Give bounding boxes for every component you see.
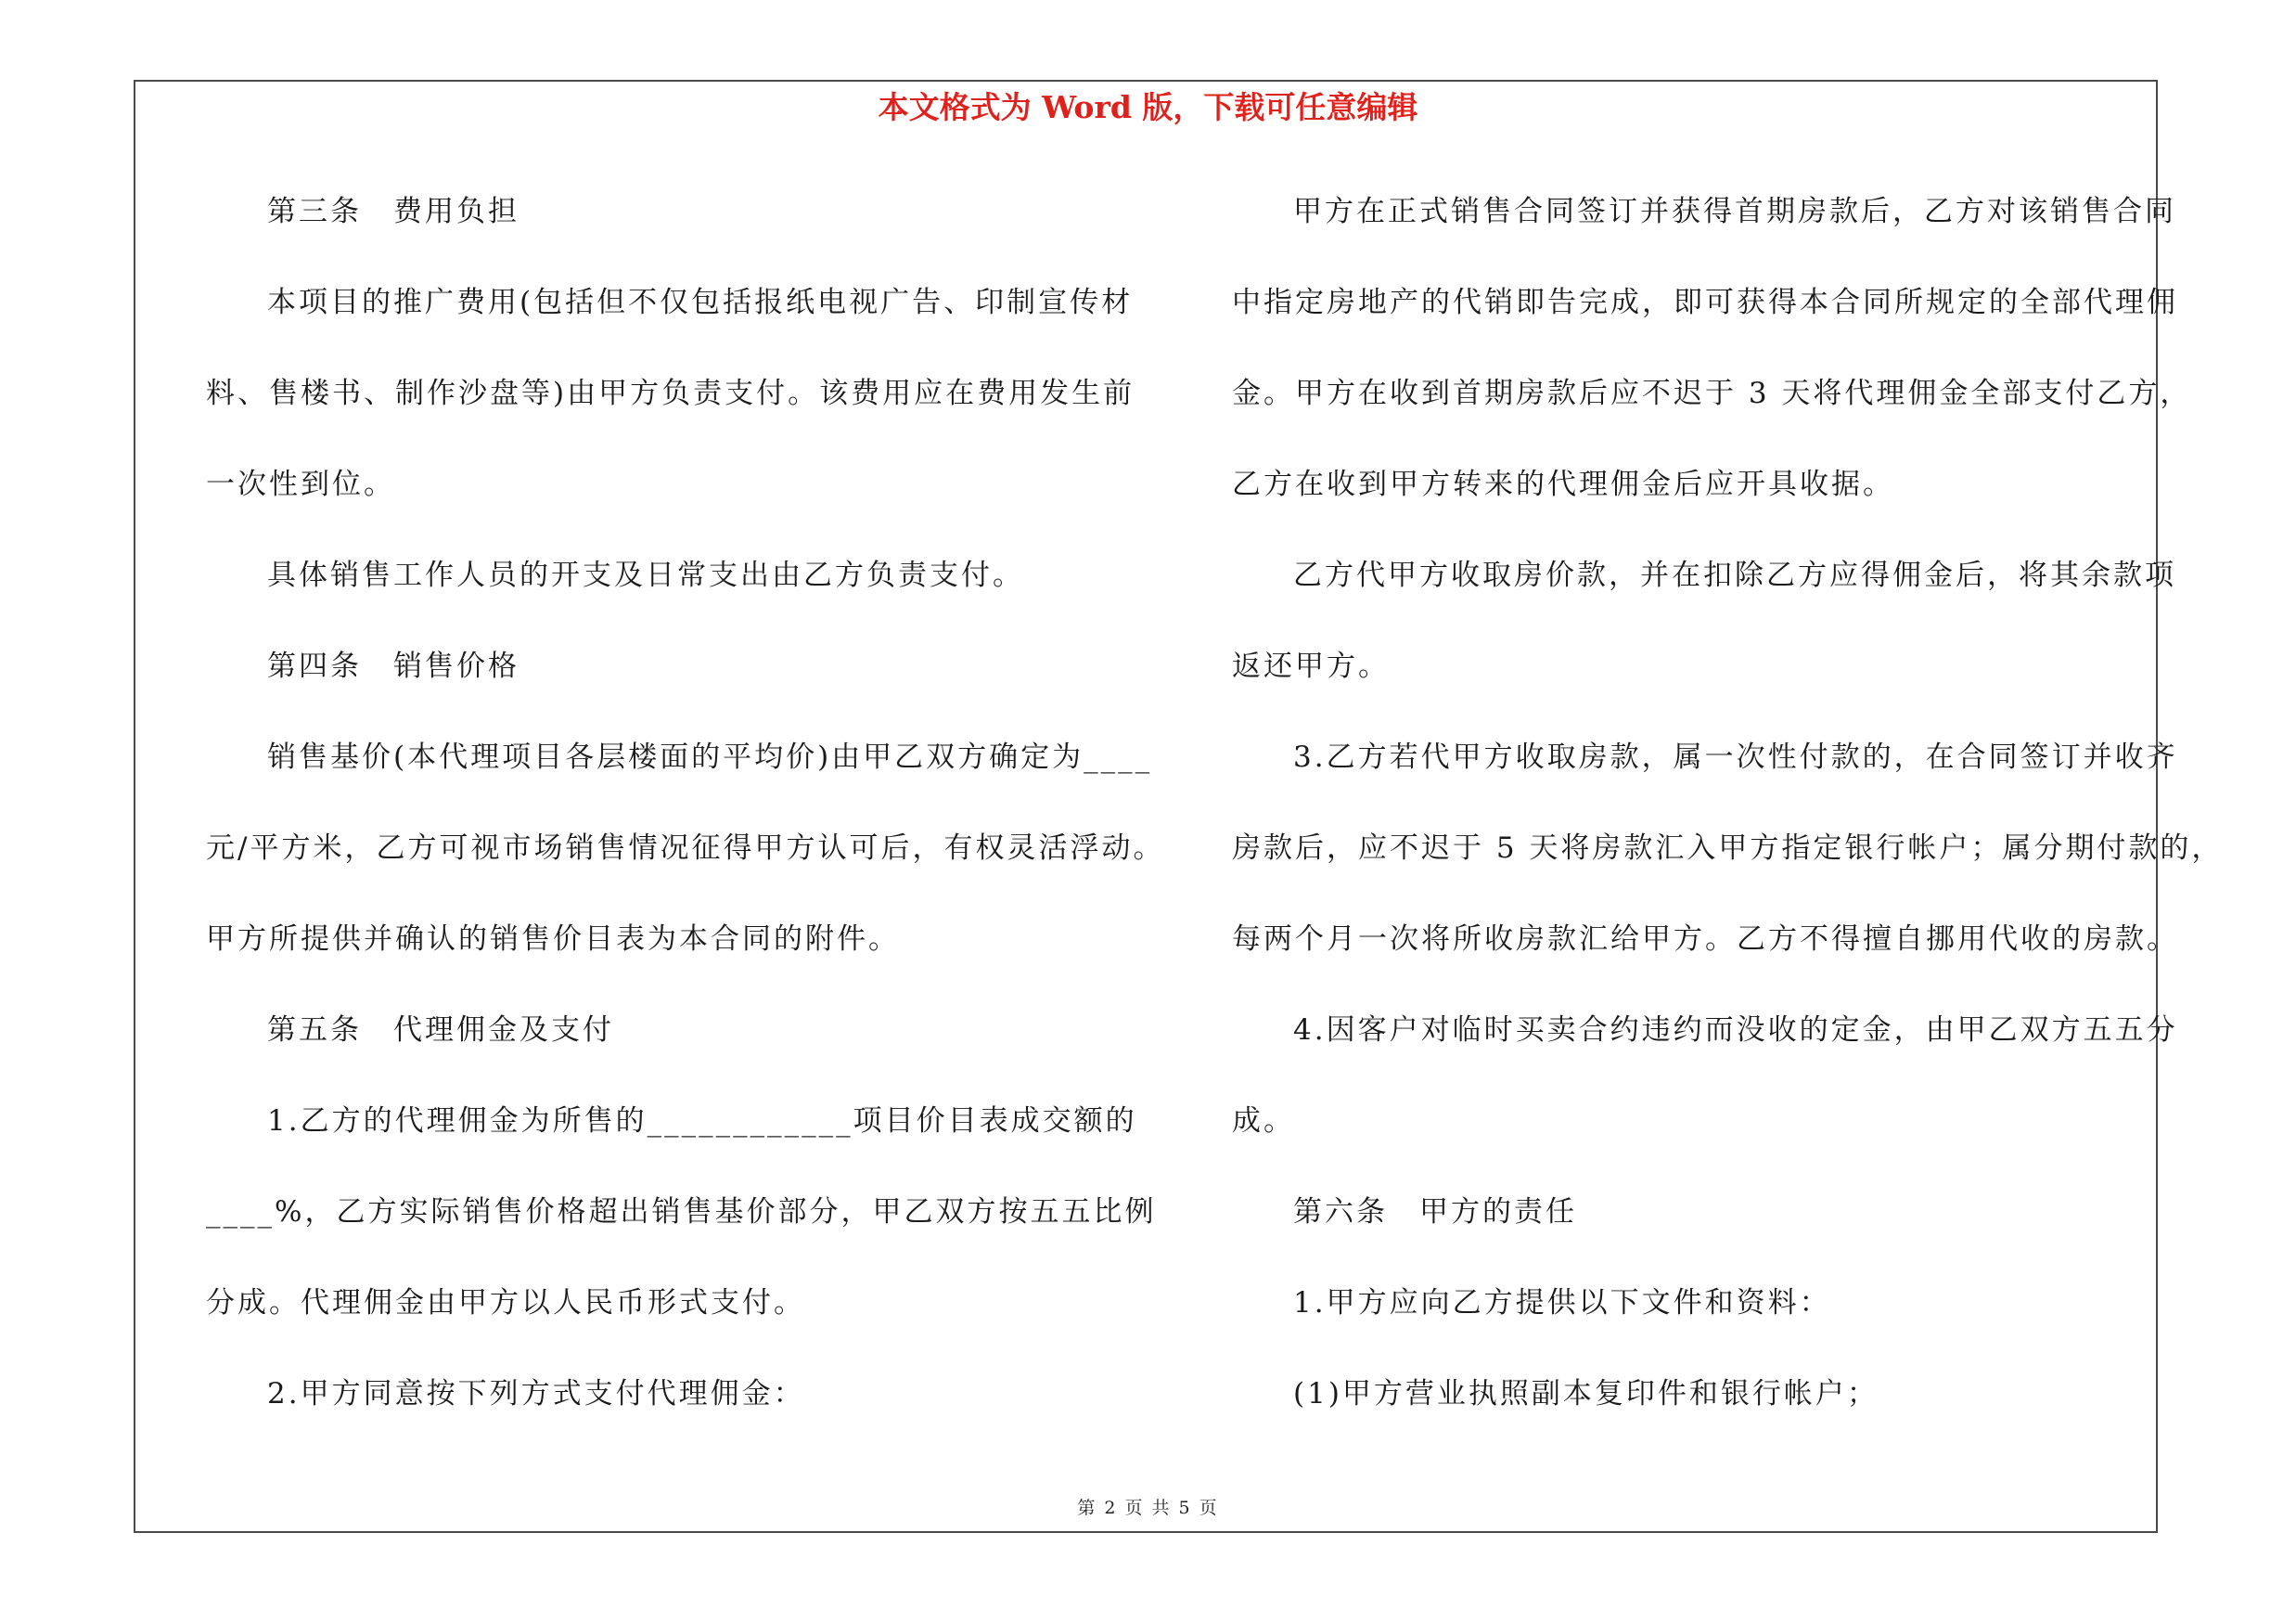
paragraph-line: 销售基价(本代理项目各层楼面的平均价)由甲乙双方确定为____ bbox=[267, 741, 1153, 774]
paragraph-line: 甲方所提供并确认的销售价目表为本合同的附件。 bbox=[206, 922, 900, 956]
paragraph-line: 1.甲方应向乙方提供以下文件和资料： bbox=[1293, 1286, 1831, 1320]
left-column bbox=[206, 184, 1165, 1457]
header-banner: 本文格式为 Word 版，下载可任意编辑 bbox=[878, 89, 1418, 125]
paragraph-line: 本项目的推广费用(包括但不仅包括报纸电视广告、印制宣传材 bbox=[267, 286, 1134, 319]
right-column bbox=[1232, 184, 2224, 1457]
page-number: 第 2 页 共 5 页 bbox=[1077, 1498, 1219, 1518]
article-6-heading: 第六条 甲方的责任 bbox=[1293, 1195, 1577, 1229]
paragraph-line: 成。 bbox=[1232, 1104, 1295, 1138]
paragraph-line: 乙方在收到甲方转来的代理佣金后应开具收据。 bbox=[1232, 468, 1894, 501]
paragraph-line: 乙方代甲方收取房价款，并在扣除乙方应得佣金后，将其余款项 bbox=[1293, 559, 2176, 592]
paragraph-line: (1)甲方营业执照副本复印件和银行帐户； bbox=[1293, 1377, 1879, 1410]
paragraph-line: 1.乙方的代理佣金为所售的____________项目价目表成交额的 bbox=[267, 1104, 1137, 1138]
paragraph-line: 分成。代理佣金由甲方以人民币形式支付。 bbox=[206, 1286, 805, 1320]
paragraph-line: 中指定房地产的代销即告完成，即可获得本合同所规定的全部代理佣 bbox=[1232, 286, 2178, 319]
paragraph-line: 金。甲方在收到首期房款后应不迟于 3 天将代理佣金全部支付乙方， bbox=[1232, 377, 2192, 410]
paragraph-line: 一次性到位。 bbox=[206, 468, 395, 501]
paragraph-line: 料、售楼书、制作沙盘等)由甲方负责支付。该费用应在费用发生前 bbox=[206, 377, 1135, 410]
paragraph-line: 2.甲方同意按下列方式支付代理佣金： bbox=[267, 1377, 805, 1410]
paragraph-line: 具体销售工作人员的开支及日常支出由乙方负责支付。 bbox=[267, 559, 1024, 592]
paragraph-line: ____%，乙方实际销售价格超出销售基价部分，甲乙双方按五五比例 bbox=[206, 1195, 1157, 1229]
paragraph-line: 元/平方米，乙方可视市场销售情况征得甲方认可后，有权灵活浮动。 bbox=[206, 831, 1165, 865]
paragraph-line: 3.乙方若代甲方收取房款，属一次性付款的，在合同签订并收齐 bbox=[1293, 741, 2178, 774]
paragraph-line: 返还甲方。 bbox=[1232, 650, 1390, 683]
paragraph-line: 房款后，应不迟于 5 天将房款汇入甲方指定银行帐户；属分期付款的， bbox=[1232, 831, 2224, 865]
paragraph-line: 4.因客户对临时买卖合约违约而没收的定金，由甲乙双方五五分 bbox=[1293, 1013, 2178, 1047]
paragraph-line: 每两个月一次将所收房款汇给甲方。乙方不得擅自挪用代收的房款。 bbox=[1232, 922, 2178, 956]
article-3-heading: 第三条 费用负担 bbox=[267, 195, 519, 228]
article-5-heading: 第五条 代理佣金及支付 bbox=[267, 1013, 614, 1047]
paragraph-line: 甲方在正式销售合同签订并获得首期房款后，乙方对该销售合同 bbox=[1293, 195, 2176, 228]
article-4-heading: 第四条 销售价格 bbox=[267, 650, 519, 683]
